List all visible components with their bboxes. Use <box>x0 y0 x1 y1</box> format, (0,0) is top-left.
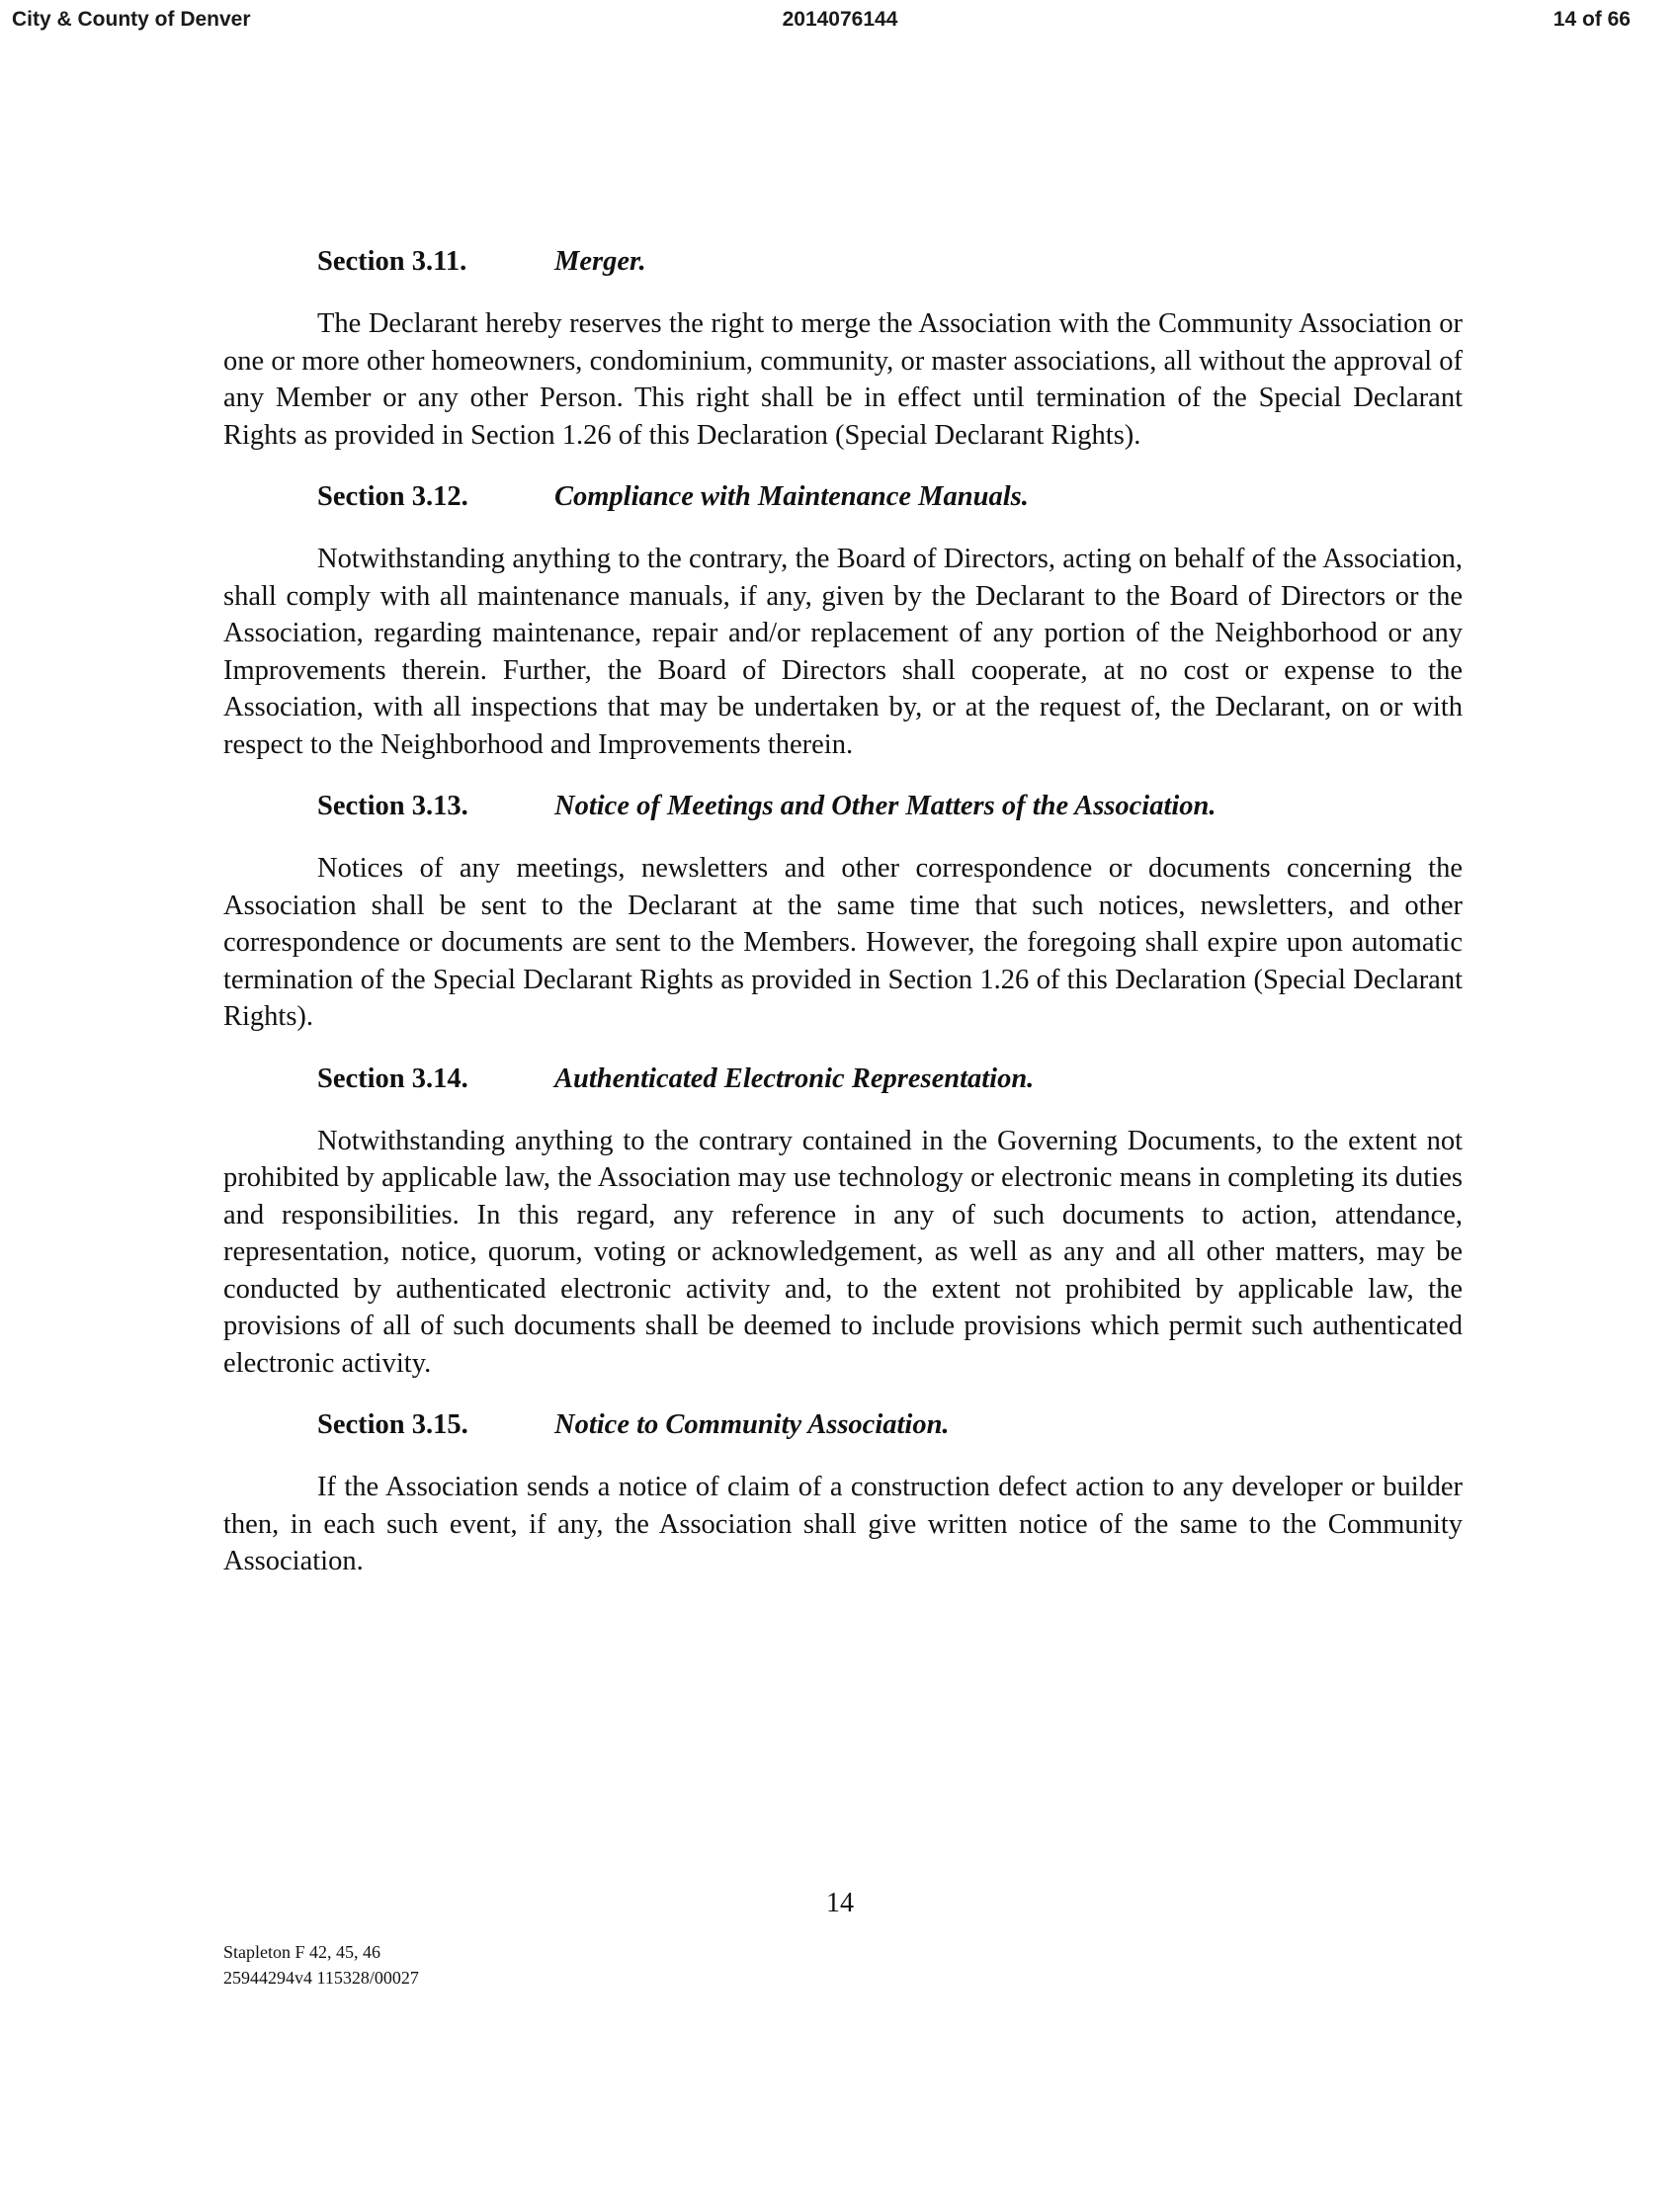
section-title: Compliance with Maintenance Manuals. <box>554 481 1029 512</box>
section-number: Section 3.14. <box>317 1062 468 1094</box>
section-3-11 <box>223 243 1463 454</box>
section-number: Section 3.11. <box>317 246 467 277</box>
reference-line-2: 25944294v4 115328/00027 <box>223 1968 419 1988</box>
section-heading <box>223 1406 1463 1444</box>
document-body <box>223 243 1463 1605</box>
header-page-count: 14 of 66 <box>1553 8 1631 31</box>
section-paragraph: The Declarant hereby reserves the right to merge the Association with the Community Association or one or more other homeowners, condominium, community, or master associations, all without the approval of any Member or any other Person. This right shall be in effect until termination of the Special Declarant Rights as provided in Section 1.26 of this Declaration (Special Declarant Rights). <box>223 308 1463 451</box>
section-3-13 <box>223 788 1463 1036</box>
section-paragraph: Notices of any meetings, newsletters and other correspondence or documents concerning the Association shall be sent to the Declarant at the same time that such notices, newsletters, and other correspondence or documents are sent to the Members. However, the foregoing shall expire upon automatic termination of the Special Declarant Rights as provided in Section 1.26 of this Declaration (Special Declarant Rights). <box>223 853 1463 1032</box>
section-title: Merger. <box>554 246 646 277</box>
page-header <box>0 0 1680 43</box>
document-reference <box>223 1939 419 1991</box>
section-number: Section 3.12. <box>317 481 468 512</box>
section-heading <box>223 788 1463 825</box>
section-paragraph: If the Association sends a notice of claim of a construction defect action to any developer or builder then, in each such event, if any, the Association shall give written notice of the same to the Community Association. <box>223 1472 1463 1576</box>
section-number: Section 3.13. <box>317 791 468 821</box>
section-3-14 <box>223 1061 1463 1383</box>
header-reception-number: 2014076144 <box>782 8 898 31</box>
section-3-12 <box>223 478 1463 763</box>
section-number: Section 3.15. <box>317 1409 468 1440</box>
section-heading <box>223 1061 1463 1098</box>
section-paragraph: Notwithstanding anything to the contrary, the Board of Directors, acting on behalf of the Association, shall comply with all maintenance manuals, if any, given by the Declarant to the Board of Directors or the Association, regarding maintenance, repair and/or replacement of any portion of the Neighborhood or any Improvements therein. Further, the Board of Directors shall cooperate, at no cost or expense to the Association, with all inspections that may be undertaken by, or at the request of, the Declarant, on or with respect to the Neighborhood and Improvements therein. <box>223 544 1463 760</box>
section-title: Authenticated Electronic Representation. <box>554 1062 1035 1094</box>
section-title: Notice of Meetings and Other Matters of the Association. <box>554 791 1217 821</box>
section-3-15 <box>223 1406 1463 1580</box>
section-paragraph: Notwithstanding anything to the contrary contained in the Governing Documents, to the extent not prohibited by applicable law, the Association may use technology or electronic means in completing its duties and responsibilities. In this regard, any reference in any of such documents to action, attendance, representation, notice, quorum, voting or acknowledgement, as well as any and all other matters, may be conducted by authenticated electronic activity and, to the extent not prohibited by applicable law, the provisions of all of such documents shall be deemed to include provisions which permit such authenticated electronic activity. <box>223 1125 1463 1379</box>
section-title: Notice to Community Association. <box>554 1409 950 1440</box>
header-jurisdiction: City & County of Denver <box>12 8 251 31</box>
reference-line-1: Stapleton F 42, 45, 46 <box>223 1942 381 1962</box>
section-heading <box>223 243 1463 281</box>
page-number: 14 <box>826 1888 854 1918</box>
section-heading <box>223 478 1463 516</box>
